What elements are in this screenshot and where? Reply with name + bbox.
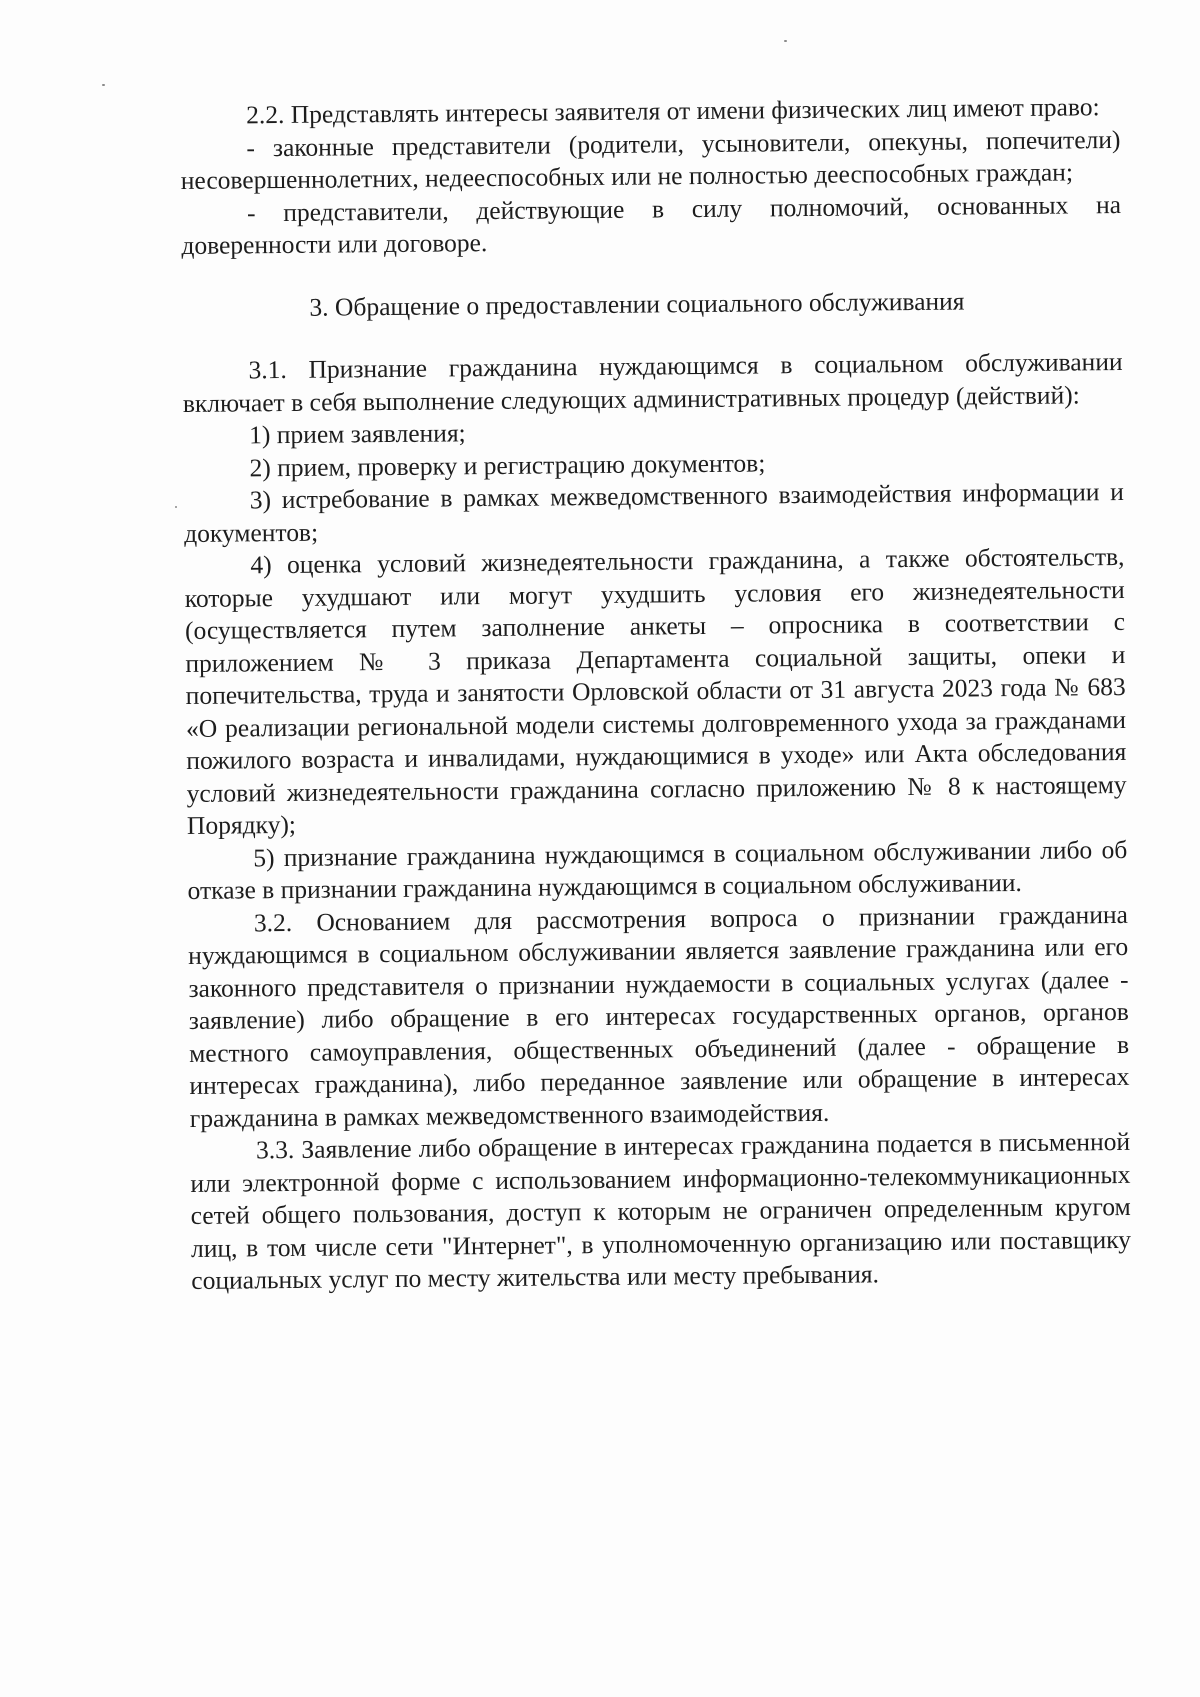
paragraph-3-2: 3.2. Основанием для рассмотрения вопроса о признании гражданина нуждающимся в социальном обслуживании является заявление гражданина или его законного представителя о признании нуждаемости в социальных услугах (далее - заявление) либо обращение в его интересах государственных органов, органов местного самоуправления, общественных объединений (далее - обращение в интересах гражданина), либо переданное заявление или обращение в интересах гражданина в рамках межведомственного взаимодействия.	[188, 899, 1130, 1133]
scan-speck	[175, 506, 177, 508]
paragraph-2-2-authorized-representatives: - представители, действующие в силу полномочий, основанных на доверенности или договоре.	[181, 189, 1122, 260]
paragraph-3-3: 3.3. Заявление либо обращение в интересах гражданина подается в письменной или электронной форме с использованием информационно-телекоммуникационных сетей общего пользования, доступ к которым не ограничен определенным кругом лиц, в том числе сети "Интернет", в уполномоченную организацию или поставщику социальных услуг по месту жительства или месту пребывания.	[190, 1126, 1132, 1295]
paragraph-3-1: 3.1. Признание гражданина нуждающимся в социальном обслуживании включает в себя выполнение следующих административных процедур (действий):	[182, 346, 1123, 418]
list-item-3: 3) истребование в рамках межведомственного взаимодействия информации и документов;	[184, 476, 1124, 548]
list-item-4: 4) оценка условий жизнедеятельности гражданина, а также обстоятельств, которые ухудшают или могут ухудшить условия его жизнедеятельности (осуществляется путем заполнение анкеты – опросника в соответствии с приложением № 3 приказа Департамента социальной защиты, опеки и попечительства, труда и занятости Орловской области от 31 августа 2023 года № 683 «О реализации региональной модели системы долговременного ухода за гражданами пожилого возраста и инвалидами, нуждающимися в уходе» или Акта обследования условий жизнедеятельности гражданина согласно приложению № 8 к настоящему Порядку);	[184, 541, 1127, 840]
list-item-5: 5) признание гражданина нуждающимся в социальном обслуживании либо об отказе в признании гражданина нуждающимся в социальном обслуживании.	[187, 834, 1128, 905]
paragraph-2-2: 2.2. Представлять интересы заявителя от имени физических лиц имеют право:	[246, 92, 1100, 130]
list-item-2: 2) прием, проверку и регистрацию документов;	[249, 447, 766, 482]
scan-speck	[102, 84, 105, 86]
section-3-heading: 3. Обращение о предоставлении социального обслуживания	[309, 285, 965, 322]
list-item-1: 1) прием заявления;	[249, 418, 466, 450]
scan-speck	[784, 40, 787, 42]
paragraph-2-2-legal-representatives: - законные представители (родители, усыновители, опекуны, попечители) несовершеннолетних, недееспособных или не полностью дееспособных граждан;	[180, 124, 1121, 195]
document-body	[180, 91, 1131, 1297]
